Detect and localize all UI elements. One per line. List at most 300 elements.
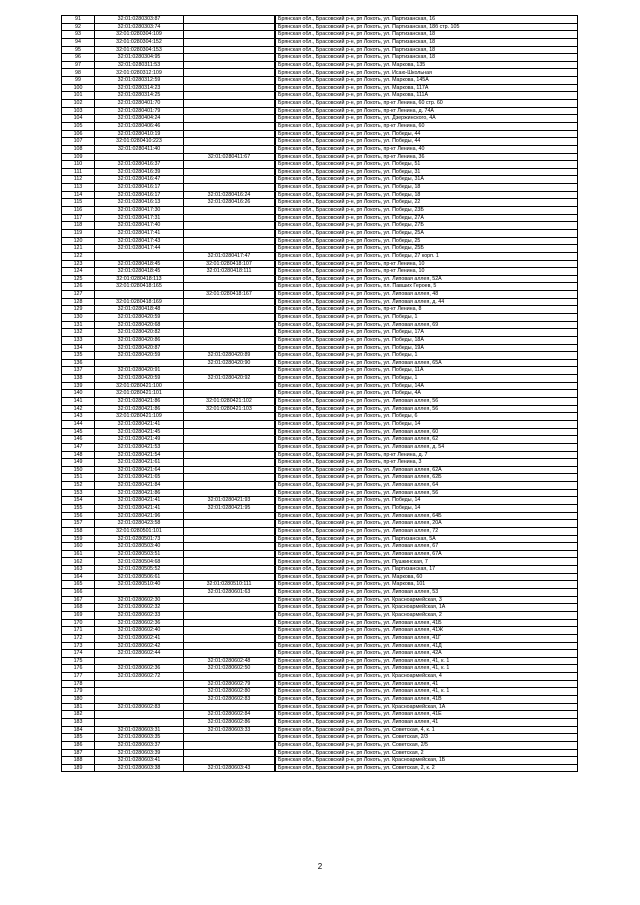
row-number-cell: 121 (62, 245, 95, 253)
row-number-cell: 137 (62, 367, 95, 375)
land-cadastral-cell: 32:01:0280420:59 (95, 313, 184, 321)
address-cell: Брянская обл., Брасовский р-н, рп Локоть, ул. Маркова, 60 (276, 573, 578, 581)
table-row (62, 46, 578, 54)
row-number-cell: 97 (62, 61, 95, 69)
object-cadastral-cell (184, 642, 275, 650)
address-cell: Брянская обл., Брасовский р-н, рп Локоть, пр-кт Ленина, 8 (276, 306, 578, 314)
land-cadastral-cell: 32:01:0280417:31 (95, 214, 184, 222)
address-cell: Брянская обл., Брасовский р-н, рп Локоть, пр-кт Ленина, 10 (276, 268, 578, 276)
object-cadastral-cell (184, 566, 275, 574)
row-number-cell: 110 (62, 161, 95, 169)
address-cell: Брянская обл., Брасовский р-н, рп Локоть, ул. Липовая аллея, 41Е (276, 711, 578, 719)
land-cadastral-cell (95, 688, 184, 696)
table-row (62, 680, 578, 688)
land-cadastral-cell: 32:01:0280417:44 (95, 245, 184, 253)
row-number-cell: 122 (62, 252, 95, 260)
table-row (62, 16, 578, 24)
land-cadastral-cell: 32:01:0280421:109 (95, 413, 184, 421)
table-body (62, 16, 578, 772)
address-cell: Брянская обл., Брасовский р-н, рп Локоть, ул. Победы, 27Б (276, 222, 578, 230)
table-row (62, 352, 578, 360)
land-cadastral-cell: 32:01:0280312:109 (95, 69, 184, 77)
row-number-cell: 169 (62, 611, 95, 619)
table-row (62, 665, 578, 673)
address-cell: Брянская обл., Брасовский р-н, рп Локоть, ул. Красноармейская, 1А (276, 703, 578, 711)
row-number-cell: 99 (62, 77, 95, 85)
table-row (62, 520, 578, 528)
table-row (62, 359, 578, 367)
land-cadastral-cell: 32:01:0280603:39 (95, 749, 184, 757)
land-cadastral-cell: 32:01:0280602:36 (95, 665, 184, 673)
object-cadastral-cell: 32:01:0280601:63 (184, 589, 275, 597)
table-row (62, 527, 578, 535)
table-row (62, 703, 578, 711)
row-number-cell: 101 (62, 92, 95, 100)
land-cadastral-cell: 32:01:0280503:51 (95, 550, 184, 558)
address-cell: Брянская обл., Брасовский р-н, рп Локоть, пр-кт Ленина, 60 (276, 122, 578, 130)
row-number-cell: 175 (62, 657, 95, 665)
land-cadastral-cell: 32:01:0280416:47 (95, 176, 184, 184)
address-cell: Брянская обл., Брасовский р-н, рп Локоть, ул. Липовая аллея, 53 (276, 589, 578, 597)
object-cadastral-cell (184, 23, 275, 31)
object-cadastral-cell (184, 54, 275, 62)
land-cadastral-cell (95, 359, 184, 367)
land-cadastral-cell: 32:01:0280602:41 (95, 634, 184, 642)
address-cell: Брянская обл., Брасовский р-н, рп Локоть, ул. Липовая аллея, 41 (276, 680, 578, 688)
land-cadastral-cell: 32:01:0280416:17 (95, 191, 184, 199)
address-cell: Брянская обл., Брасовский р-н, рп Локоть, ул. Липовая аллея, 67А (276, 550, 578, 558)
land-cadastral-cell: 32:01:0280314:23 (95, 84, 184, 92)
address-cell: Брянская обл., Брасовский р-н, рп Локоть, ул. Победы, 51 (276, 161, 578, 169)
table-row (62, 245, 578, 253)
table-row (62, 604, 578, 612)
row-number-cell: 115 (62, 199, 95, 207)
land-cadastral-cell: 32:01:0280603:35 (95, 734, 184, 742)
table-row (62, 673, 578, 681)
land-cadastral-cell: 32:01:0280304:152 (95, 38, 184, 46)
object-cadastral-cell (184, 512, 275, 520)
address-cell: Брянская обл., Брасовский р-н, рп Локоть, ул. Победы, 25 (276, 237, 578, 245)
land-cadastral-cell: 32:01:0280602:33 (95, 611, 184, 619)
address-cell: Брянская обл., Брасовский р-н, рп Локоть, ул. Маркова, 135 (276, 61, 578, 69)
table-row (62, 382, 578, 390)
row-number-cell: 112 (62, 176, 95, 184)
table-row (62, 696, 578, 704)
table-row (62, 176, 578, 184)
land-cadastral-cell: 32:01:0280304:109 (95, 31, 184, 39)
object-cadastral-cell (184, 382, 275, 390)
object-cadastral-cell (184, 46, 275, 54)
land-cadastral-cell: 32:01:0280505:52 (95, 566, 184, 574)
object-cadastral-cell: 32:01:0280421:103 (184, 405, 275, 413)
address-cell: Брянская обл., Брасовский р-н, рп Локоть, ул. Маркова, 111А (276, 92, 578, 100)
land-cadastral-cell: 32:01:0280602:42 (95, 642, 184, 650)
object-cadastral-cell (184, 275, 275, 283)
land-cadastral-cell: 32:01:0280421:41 (95, 420, 184, 428)
object-cadastral-cell (184, 550, 275, 558)
land-cadastral-cell: 32:01:0280416:13 (95, 199, 184, 207)
address-cell: Брянская обл., Брасовский р-н, рп Локоть, пр-кт Ленина, д. 74А (276, 107, 578, 115)
object-cadastral-cell (184, 741, 275, 749)
address-cell: Брянская обл., Брасовский р-н, рп Локоть, ул. Красноармейская, 1Б (276, 757, 578, 765)
row-number-cell: 114 (62, 191, 95, 199)
row-number-cell: 155 (62, 505, 95, 513)
land-cadastral-cell: 32:01:0280420:86 (95, 336, 184, 344)
table-row (62, 100, 578, 108)
row-number-cell: 184 (62, 726, 95, 734)
land-cadastral-cell (95, 252, 184, 260)
row-number-cell: 162 (62, 558, 95, 566)
table-row (62, 459, 578, 467)
address-cell: Брянская обл., Брасовский р-н, рп Локоть, пр-кт Ленина, д. 7 (276, 451, 578, 459)
object-cadastral-cell (184, 749, 275, 757)
address-cell: Брянская обл., Брасовский р-н, рп Локоть, ул. Победы, 27А (276, 214, 578, 222)
table-row (62, 107, 578, 115)
address-cell: Брянская обл., Брасовский р-н, рп Локоть, ул. Победы, 25Б (276, 245, 578, 253)
land-cadastral-cell: 32:01:0280417:41 (95, 229, 184, 237)
address-cell: Брянская обл., Брасовский р-н, рп Локоть, ул. Победы, 18 (276, 191, 578, 199)
object-cadastral-cell (184, 436, 275, 444)
object-cadastral-cell (184, 107, 275, 115)
address-cell: Брянская обл., Брасовский р-н, рп Локоть, ул. Липовая аллея, 56 (276, 405, 578, 413)
land-cadastral-cell: 32:01:0280421:41 (95, 505, 184, 513)
row-number-cell: 144 (62, 420, 95, 428)
land-cadastral-cell: 32:01:0280423:58 (95, 520, 184, 528)
address-cell: Брянская обл., Брасовский р-н, рп Локоть, ул. Липовая аллея, 67 (276, 543, 578, 551)
land-cadastral-cell: 32:01:0280420:59 (95, 375, 184, 383)
object-cadastral-cell: 32:01:0280602:79 (184, 680, 275, 688)
address-cell: Брянская обл., Брасовский р-н, рп Локоть, пр-кт Ленина, 36 (276, 153, 578, 161)
table-row (62, 489, 578, 497)
table-row (62, 413, 578, 421)
object-cadastral-cell: 32:01:0280602:83 (184, 696, 275, 704)
land-cadastral-cell (95, 657, 184, 665)
object-cadastral-cell (184, 229, 275, 237)
table-row (62, 611, 578, 619)
land-cadastral-cell: 32:01:0280602:44 (95, 650, 184, 658)
object-cadastral-cell (184, 31, 275, 39)
address-cell: Брянская обл., Брасовский р-н, рп Локоть, ул. Красноармейская, 4 (276, 673, 578, 681)
row-number-cell: 177 (62, 673, 95, 681)
land-cadastral-cell: 32:01:0280303:87 (95, 16, 184, 24)
address-cell: Брянская обл., Брасовский р-н, рп Локоть, ул. Липовая аллея, 41, к. 1 (276, 657, 578, 665)
row-number-cell: 171 (62, 627, 95, 635)
table-row (62, 367, 578, 375)
row-number-cell: 135 (62, 352, 95, 360)
object-cadastral-cell: 32:01:0280420:89 (184, 352, 275, 360)
object-cadastral-cell (184, 168, 275, 176)
address-cell: Брянская обл., Брасовский р-н, рп Локоть, ул. Красноармейская, 1А (276, 604, 578, 612)
address-cell: Брянская обл., Брасовский р-н, рп Локоть, ул. Партизанская, 18 (276, 38, 578, 46)
row-number-cell: 166 (62, 589, 95, 597)
table-row (62, 275, 578, 283)
address-cell: Брянская обл., Брасовский р-н, рп Локоть, ул. Партизанская, 17 (276, 566, 578, 574)
address-cell: Брянская обл., Брасовский р-н, рп Локоть, ул. Липовая аллея, 65А (276, 359, 578, 367)
land-cadastral-cell: 32:01:0280421:53 (95, 443, 184, 451)
land-cadastral-cell: 32:01:0280421:84 (95, 482, 184, 490)
address-cell: Брянская обл., Брасовский р-н, рп Локоть, ул. Липовая аллея, 56 (276, 489, 578, 497)
table-row (62, 145, 578, 153)
row-number-cell: 174 (62, 650, 95, 658)
table-row (62, 375, 578, 383)
object-cadastral-cell (184, 634, 275, 642)
row-number-cell: 116 (62, 207, 95, 215)
address-cell: Брянская обл., Брасовский р-н, рп Локоть, ул. Партизанская, 5А (276, 535, 578, 543)
address-cell: Брянская обл., Брасовский р-н, рп Локоть, ул. Красноармейская, 3 (276, 596, 578, 604)
land-cadastral-cell: 32:01:0280421:54 (95, 451, 184, 459)
address-cell: Брянская обл., Брасовский р-н, рп Локоть, ул. Липовая аллея, 60 (276, 428, 578, 436)
land-cadastral-cell: 32:01:0280304:95 (95, 54, 184, 62)
object-cadastral-cell: 32:01:0280416:26 (184, 199, 275, 207)
row-number-cell: 179 (62, 688, 95, 696)
land-cadastral-cell (95, 291, 184, 299)
address-cell: Брянская обл., Брасовский р-н, рп Локоть, пр-кт Ленина, 3 (276, 459, 578, 467)
table-row (62, 634, 578, 642)
table-row (62, 757, 578, 765)
row-number-cell: 125 (62, 275, 95, 283)
object-cadastral-cell (184, 428, 275, 436)
object-cadastral-cell: 32:01:0280602:48 (184, 657, 275, 665)
row-number-cell: 170 (62, 619, 95, 627)
table-row (62, 69, 578, 77)
table-row (62, 482, 578, 490)
table-row (62, 596, 578, 604)
land-cadastral-cell: 32:01:0280312:59 (95, 77, 184, 85)
address-cell: Брянская обл., Брасовский р-н, рп Локоть, пр-кт Ленина, 60 стр. 60 (276, 100, 578, 108)
land-cadastral-cell (95, 696, 184, 704)
object-cadastral-cell (184, 413, 275, 421)
row-number-cell: 143 (62, 413, 95, 421)
address-cell: Брянская обл., Брасовский р-н, рп Локоть, ул. Липовая аллея, 62Б (276, 474, 578, 482)
land-cadastral-cell: 32:01:0280421:64 (95, 466, 184, 474)
land-cadastral-cell: 32:01:0280421:86 (95, 405, 184, 413)
land-cadastral-cell: 32:01:0280501:101 (95, 527, 184, 535)
land-cadastral-cell: 32:01:0280603:31 (95, 726, 184, 734)
address-cell: Брянская обл., Брасовский р-н, рп Локоть, пл. Павших Героев, 5 (276, 283, 578, 291)
table-row (62, 436, 578, 444)
table-row (62, 31, 578, 39)
object-cadastral-cell (184, 329, 275, 337)
object-cadastral-cell (184, 390, 275, 398)
object-cadastral-cell (184, 61, 275, 69)
address-cell: Брянская обл., Брасовский р-н, рп Локоть, ул. Липовая аллея, д. 44 (276, 298, 578, 306)
address-cell: Брянская обл., Брасовский р-н, рп Локоть, ул. Липовая аллея, 62 (276, 436, 578, 444)
land-cadastral-cell: 32:01:0280421:41 (95, 497, 184, 505)
row-number-cell: 182 (62, 711, 95, 719)
row-number-cell: 92 (62, 23, 95, 31)
object-cadastral-cell (184, 222, 275, 230)
table-row (62, 451, 578, 459)
land-cadastral-cell: 32:01:0280410:19 (95, 130, 184, 138)
row-number-cell: 145 (62, 428, 95, 436)
table-row (62, 260, 578, 268)
land-cadastral-cell: 32:01:0280602:32 (95, 604, 184, 612)
land-cadastral-cell: 32:01:0280304:153 (95, 46, 184, 54)
row-number-cell: 161 (62, 550, 95, 558)
object-cadastral-cell (184, 38, 275, 46)
land-cadastral-cell: 32:01:0280420:59 (95, 352, 184, 360)
table-row (62, 329, 578, 337)
land-cadastral-cell: 32:01:0280504:68 (95, 558, 184, 566)
object-cadastral-cell (184, 207, 275, 215)
row-number-cell: 117 (62, 214, 95, 222)
object-cadastral-cell (184, 336, 275, 344)
row-number-cell: 173 (62, 642, 95, 650)
address-cell: Брянская обл., Брасовский р-н, рп Локоть, ул. Липовая аллея, 64Б (276, 512, 578, 520)
table-row (62, 543, 578, 551)
row-number-cell: 185 (62, 734, 95, 742)
address-cell: Брянская обл., Брасовский р-н, рп Локоть, ул. Советская, 2 (276, 749, 578, 757)
land-cadastral-cell (95, 589, 184, 597)
land-cadastral-cell: 32:01:0280404:24 (95, 115, 184, 123)
address-cell: Брянская обл., Брасовский р-н, рп Локоть, ул. Победы, 1 (276, 313, 578, 321)
table-row (62, 214, 578, 222)
address-cell: Брянская обл., Брасовский р-н, рп Локоть, ул. Победы, 44 (276, 138, 578, 146)
land-cadastral-cell: 32:01:0280406:46 (95, 122, 184, 130)
table-row (62, 252, 578, 260)
land-cadastral-cell: 32:01:0280401:70 (95, 100, 184, 108)
object-cadastral-cell (184, 466, 275, 474)
table-row (62, 627, 578, 635)
address-cell: Брянская обл., Брасовский р-н, рп Локоть, пр-кт Ленина, 40 (276, 145, 578, 153)
row-number-cell: 183 (62, 718, 95, 726)
table-row (62, 222, 578, 230)
row-number-cell: 158 (62, 527, 95, 535)
address-cell: Брянская обл., Брасовский р-н, рп Локоть, ул. Липовая аллея, 41, к. 1 (276, 665, 578, 673)
row-number-cell: 128 (62, 298, 95, 306)
object-cadastral-cell (184, 573, 275, 581)
object-cadastral-cell (184, 489, 275, 497)
table-row (62, 61, 578, 69)
table-row (62, 390, 578, 398)
land-cadastral-cell: 32:01:0280602:40 (95, 627, 184, 635)
row-number-cell: 105 (62, 122, 95, 130)
object-cadastral-cell (184, 443, 275, 451)
row-number-cell: 153 (62, 489, 95, 497)
address-cell: Брянская обл., Брасовский р-н, рп Локоть, ул. Победы, 19А (276, 344, 578, 352)
table-row (62, 122, 578, 130)
land-cadastral-cell: 32:01:0280303:74 (95, 23, 184, 31)
land-cadastral-cell: 32:01:0280401:79 (95, 107, 184, 115)
land-cadastral-cell: 32:01:0280311:53 (95, 61, 184, 69)
address-cell: Брянская обл., Брасовский р-н, рп Локоть, ул. Победы, 14А (276, 382, 578, 390)
address-cell: Брянская обл., Брасовский р-н, рп Локоть, ул. Победы, 22 (276, 199, 578, 207)
row-number-cell: 176 (62, 665, 95, 673)
object-cadastral-cell: 32:01:0280421:95 (184, 505, 275, 513)
object-cadastral-cell (184, 420, 275, 428)
row-number-cell: 119 (62, 229, 95, 237)
object-cadastral-cell (184, 306, 275, 314)
row-number-cell: 141 (62, 398, 95, 406)
row-number-cell: 147 (62, 443, 95, 451)
land-cadastral-cell: 32:01:0280421:96 (95, 512, 184, 520)
object-cadastral-cell (184, 69, 275, 77)
address-cell: Брянская обл., Брасовский р-н, рп Локоть, ул. Липовая аллея, 41Г (276, 634, 578, 642)
row-number-cell: 140 (62, 390, 95, 398)
object-cadastral-cell (184, 474, 275, 482)
parcel-register-table (61, 15, 578, 772)
table-row (62, 688, 578, 696)
row-number-cell: 189 (62, 764, 95, 772)
object-cadastral-cell: 32:01:0280420:92 (184, 375, 275, 383)
row-number-cell: 133 (62, 336, 95, 344)
address-cell: Брянская обл., Брасовский р-н, рп Локоть, ул. Победы, 14 (276, 497, 578, 505)
address-cell: Брянская обл., Брасовский р-н, рп Локоть, ул. Липовая аллея, 56 (276, 398, 578, 406)
row-number-cell: 167 (62, 596, 95, 604)
table-row (62, 428, 578, 436)
table-row (62, 405, 578, 413)
address-cell: Брянская обл., Брасовский р-н, рп Локоть, ул. Победы, 31А (276, 176, 578, 184)
address-cell: Брянская обл., Брасовский р-н, рп Локоть, ул. Липовая аллея, 69 (276, 321, 578, 329)
land-cadastral-cell: 32:01:0280421:101 (95, 390, 184, 398)
row-number-cell: 120 (62, 237, 95, 245)
land-cadastral-cell: 32:01:0280418:45 (95, 268, 184, 276)
table-row (62, 558, 578, 566)
address-cell: Брянская обл., Брасовский р-н, рп Локоть, ул. Липовая аллея, 41Ж (276, 627, 578, 635)
row-number-cell: 129 (62, 306, 95, 314)
table-row (62, 191, 578, 199)
land-cadastral-cell: 32:01:0280314:25 (95, 92, 184, 100)
object-cadastral-cell (184, 100, 275, 108)
row-number-cell: 127 (62, 291, 95, 299)
object-cadastral-cell (184, 611, 275, 619)
object-cadastral-cell (184, 245, 275, 253)
land-cadastral-cell: 32:01:0280416:39 (95, 168, 184, 176)
row-number-cell: 152 (62, 482, 95, 490)
table-row (62, 443, 578, 451)
object-cadastral-cell (184, 604, 275, 612)
row-number-cell: 93 (62, 31, 95, 39)
object-cadastral-cell (184, 650, 275, 658)
address-cell: Брянская обл., Брасовский р-н, рп Локоть, ул. Победы, 1 (276, 375, 578, 383)
object-cadastral-cell (184, 16, 275, 24)
land-cadastral-cell: 32:01:0280503:40 (95, 543, 184, 551)
address-cell: Брянская обл., Брасовский р-н, рп Локоть, ул. Липовая аллея, 41В (276, 696, 578, 704)
row-number-cell: 146 (62, 436, 95, 444)
object-cadastral-cell (184, 321, 275, 329)
table-row (62, 505, 578, 513)
row-number-cell: 138 (62, 375, 95, 383)
address-cell: Брянская обл., Брасовский р-н, рп Локоть, ул. Советская, 2, к. 2 (276, 764, 578, 772)
table-row (62, 619, 578, 627)
object-cadastral-cell (184, 77, 275, 85)
table-row (62, 642, 578, 650)
row-number-cell: 91 (62, 16, 95, 24)
land-cadastral-cell: 32:01:0280420:82 (95, 329, 184, 337)
object-cadastral-cell (184, 84, 275, 92)
table-row (62, 184, 578, 192)
row-number-cell: 118 (62, 222, 95, 230)
address-cell: Брянская обл., Брасовский р-н, рп Локоть, ул. Липовая аллея, 20А (276, 520, 578, 528)
table-row (62, 153, 578, 161)
object-cadastral-cell: 32:01:0280418:167 (184, 291, 275, 299)
row-number-cell: 188 (62, 757, 95, 765)
object-cadastral-cell (184, 367, 275, 375)
row-number-cell: 151 (62, 474, 95, 482)
object-cadastral-cell (184, 527, 275, 535)
address-cell: Брянская обл., Брасовский р-н, рп Локоть, ул. Липовая аллея, 41 (276, 718, 578, 726)
land-cadastral-cell: 32:01:0280416:37 (95, 161, 184, 169)
table-row (62, 313, 578, 321)
table-row (62, 161, 578, 169)
object-cadastral-cell: 32:01:0280602:50 (184, 665, 275, 673)
land-cadastral-cell: 32:01:0280420:87 (95, 344, 184, 352)
address-cell: Брянская обл., Брасовский р-н, рп Локоть, ул. Победы, 6 (276, 413, 578, 421)
object-cadastral-cell (184, 130, 275, 138)
row-number-cell: 159 (62, 535, 95, 543)
object-cadastral-cell (184, 283, 275, 291)
object-cadastral-cell (184, 184, 275, 192)
